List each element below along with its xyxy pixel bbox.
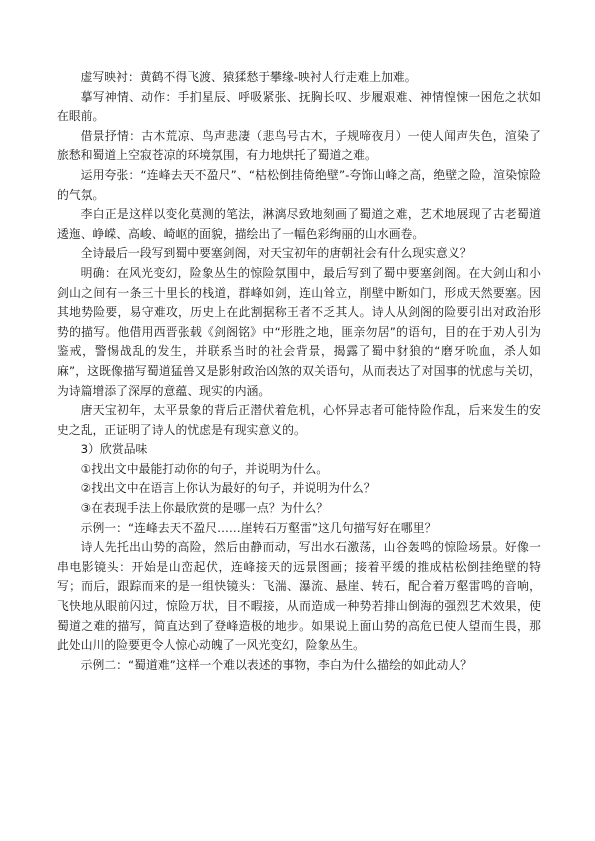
example-one-answer: 诗人先托出山势的高险，然后由静而动，写出水石激荡，山谷轰鸣的惊险场景。好像一串电影镜头：开始是山峦起伏，连峰接天的远景图画；接着平缓的推成枯松倒挂绝壁的特写；而后，跟踪而来的是一组快镜头：飞湍、瀑流、悬崖、转石，配合着万壑雷鸣的音响，飞快地从眼前闪过，惊险万状，目不暇接，从而造成一种势若排山倒海的强烈艺术效果，使蜀道之难的描写，简直达到了登峰造极的地步。如果说上面山势的高危已使人望而生畏，那此处山川的险要更令人惊心动魄了一风光变幻，险象丛生。	[57, 540, 541, 653]
paragraph-summary: 李白正是这样以变化莫测的笔法，淋漓尽致地刻画了蜀道之难，艺术地展现了古老蜀道逶迤、峥嵘、高峻、崎岖的面貌，描绘出了一幅色彩绚丽的山水画卷。	[57, 207, 541, 241]
example-one-question: 示例一：“连峰去天不盈尺……崖转石万壑雷”这几句描写好在哪里？	[80, 520, 437, 535]
section-heading-appreciation: 3）欣赏品味	[80, 442, 148, 457]
paragraph-scene-emotion: 借景抒情：古木荒凉、鸟声悲凄（悲鸟号古木，子规啼夜月）一使人闻声失色，渲染了旅愁和蜀道上空寂苍凉的环境氛围，有力地烘托了蜀道之难。	[57, 128, 541, 163]
paragraph-question-jiange: 全诗最后一段写到蜀中要塞剑阁，对天宝初年的唐朝社会有什么现实意义？	[80, 246, 472, 261]
paragraph-answer-jiange: 明确：在风光变幻，险象丛生的惊险氛围中，最后写到了蜀中要塞剑阁。在大剑山和小剑山之间有一条三十里长的栈道，群峰如剑，连山耸立，削壁中断如门，形成天然要塞。因其地势险要，易守难攻，历史上在此割据称王者不乏其人。诗人从剑阁的险要引出对政治形势的描写。他借用西晋张载《剑阁铭》中“形胜之地，匪亲勿居”的语句，目的在于劝人引为鉴戒，警惕战乱的发生，并联系当时的社会背景，揭露了蜀中豺狼的“磨牙吮血，杀人如麻”，这既像描写蜀道猛兽又是影射政治凶煞的双关语句，从而表达了对国事的忧虑与关切，为诗篇增添了深厚的意蕴、现实的内涵。	[57, 265, 541, 398]
paragraph-exaggeration: 运用夸张：“连峰去天不盈尺”、“枯松倒挂倚绝壁”-夸饰山峰之高，绝壁之险，渲染惊险的气氛。	[57, 167, 541, 202]
paragraph-virtual-contrast: 虚写映衬：黄鹤不得飞渡、猿猱愁于攀缘-映衬人行走难上加难。	[80, 70, 417, 84]
paragraph-expression-action: 摹写神情、动作：手扪星辰、呼吸紧张、抚胸长叹、步履艰难、神情惶悚一困危之状如在眼前。	[57, 89, 541, 124]
example-two-question: 示例二：“蜀道难”这样一个难以表述的事物，李白为什么描绘的如此动人？	[80, 657, 473, 672]
list-item-1: ①找出文中最能打动你的句子，并说明为什么。	[80, 461, 329, 476]
document-page	[57, 68, 541, 675]
list-item-2: ②找出文中在语言上你认为最好的句子，并说明为什么？	[80, 481, 376, 496]
list-item-3: ③在表现手法上你最欣赏的是哪一点？为什么？	[80, 501, 329, 516]
paragraph-tianbao: 唐天宝初年，太平景象的背后正潜伏着危机，心怀异志者可能恃险作乱，后来发生的安史之乱，正证明了诗人的忧虑是有现实意义的。	[57, 403, 541, 437]
